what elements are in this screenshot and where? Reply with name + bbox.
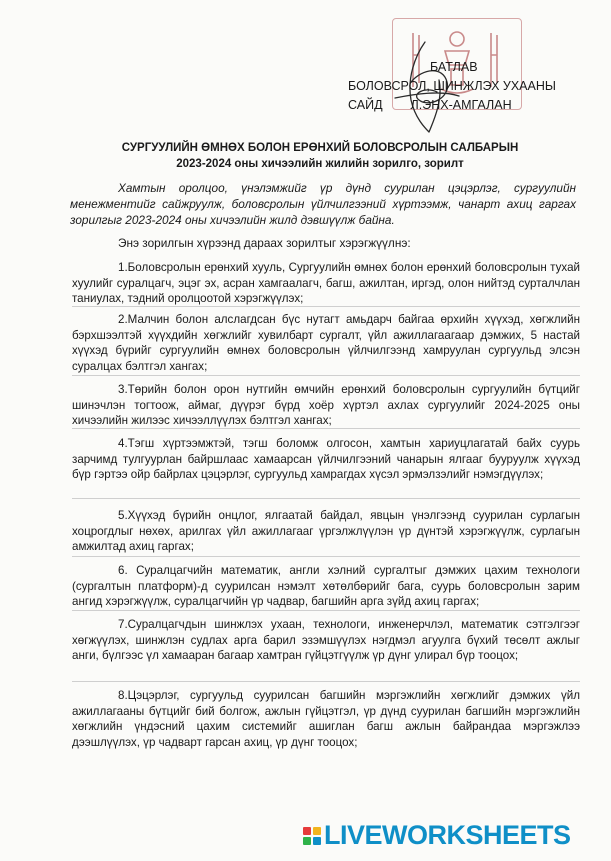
approval-position: БОЛОВСРОЛ, ШИНЖЛЭХ УХААНЫ bbox=[348, 79, 556, 93]
divider bbox=[72, 556, 580, 557]
divider bbox=[72, 498, 580, 499]
approval-name: Л.ЭНХ-АМГАЛАН bbox=[410, 98, 512, 112]
title-line-2: 2023-2024 оны хичээлийн жилийн зорилго, зорилт bbox=[176, 158, 464, 170]
approval-block bbox=[348, 58, 556, 115]
objective-item: 5.Хүүхэд бүрийн онцлог, ялгаатай байдал, явцын үнэлгээнд суурилан сурлагын хоцрогдлыг нөхөх, арилгах үйл ажиллагааг үргэлжлүүлэн үр дүнтэй хэрэгжүүлж, сурлагын амжилтад ахиц гаргах; bbox=[72, 509, 580, 553]
objective-item: 7.Суралцагчдын шинжлэх ухаан, технологи, инженерчлэл, математик сэтгэлгээг хөгжүүлэх, шинжлэн судлах арга барил эзэмшүүлэх нэгдмэл агуулга бүхий төсөлт ажлыг анги, бүлгээс үл хамааран багаар хамтран гүйцэтгүүлж үр дүнг улирал бүр тооцох; bbox=[72, 618, 580, 662]
approval-label: БАТЛАВ bbox=[430, 60, 478, 74]
approval-title: САЙД bbox=[348, 98, 383, 112]
logo-grid-icon bbox=[303, 827, 321, 845]
divider bbox=[72, 428, 580, 429]
divider bbox=[72, 610, 580, 611]
objectives-lead: Энэ зорилгын хүрээнд дараах зорилтыг хэрэгжүүлнэ: bbox=[118, 236, 411, 250]
divider bbox=[72, 375, 580, 376]
logo-text: LIVEWORKSHEETS bbox=[324, 820, 571, 850]
liveworksheets-logo[interactable] bbox=[303, 820, 571, 851]
objective-item: 8.Цэцэрлэг, сургуульд суурилсан багшийн мэргэжлийн хөгжлийг дэмжих үйл ажиллагааны бүтцийг бий болгож, ажлын гүйцэтгэл, үр дүнд суурилан багшийн мэргэжлийн хөгжлийн үндэсний цахим системийг ашиглан багш ажлын байрандаа мэргэжлээ дээшлүүлэх, үр чадварт гарсан ахиц, үр дүнг тооцох; bbox=[72, 689, 580, 749]
title-line-1: СУРГУУЛИЙН ӨМНӨХ БОЛОН ЕРӨНХИЙ БОЛОВСРОЛЫН САЛБАРЫН bbox=[121, 142, 519, 154]
objective-item: 1.Боловсролын ерөнхий хууль, Сургуулийн өмнөх болон ерөнхий боловсролын тухай хуулийг суралцагч, эцэг эх, асран хамгаалагч, багш, ажилтан, иргэд, олон нийтэд сурталчлан таниулах, тэдний оролцоотой хэрэгжүүлэх; bbox=[72, 261, 580, 305]
objective-item: 3.Төрийн болон орон нутгийн өмчийн ерөнхий боловсролын сургуулийн бүтцийг шинэчлэн тогтоож, аймаг, дүүрэг бүрд хоёр хүртэл ахлах сургуулийг 2024-2025 оны хичээлийн жилээс хичээллүүлэх бэлтгэл хангах; bbox=[72, 383, 580, 427]
document-title bbox=[60, 140, 580, 172]
divider bbox=[72, 681, 580, 682]
divider bbox=[72, 306, 580, 307]
objective-item: 4.Тэгш хүртээмжтэй, тэгш боломж олгосон, хамтын хариуцлагатай байх суурь зарчимд тулгуурлан байршлаас хамаарсан үйлчилгээний чанарын ялгааг бууруулж хүүхэд бүр гэртээ ойр байрлах цэцэрлэг, сургуульд хамрагдах хүсэл эрмэлзэлийг нэмэгдүүлэх; bbox=[72, 437, 580, 481]
objective-item: 2.Малчин болон алслагдсан бүс нутагт амьдарч байгаа өрхийн хүүхэд, хөгжлийн бэрхшээлтэй хүүхдийн хөгжлийг хувилбарт сургалт, үйл ажиллагаагаар дэмжих, 5 настай хүүхэд бүрийг сургуулийн өмнөх боловсролын үйлчилгээнд хамруулан сургуульд элсэн суралцах бэлтгэл хангах; bbox=[72, 313, 580, 373]
objective-item: 6. Суралцагчийн математик, англи хэлний сургалтыг дэмжих цахим технологи (сургалтын платформ)-д суурилсан нэмэлт хөтөлбөрийг бага, суурь боловсролын зарим ангид хэрэгжүүлж, суралцагчийн үр чадвар, багшийн арга зүйд ахиц гаргах; bbox=[72, 564, 580, 608]
intro-paragraph: Хамтын оролцоо, үнэлэмжийг үр дүнд суурилан цэцэрлэг, сургуулийн менежментийг сайжруулж, боловсролын үйлчилгээний хүртээмж, чанарт ахиц гаргах зорилгыг 2023-2024 оны хичээлийн жилд дэвшүүлж байна. bbox=[70, 181, 576, 227]
